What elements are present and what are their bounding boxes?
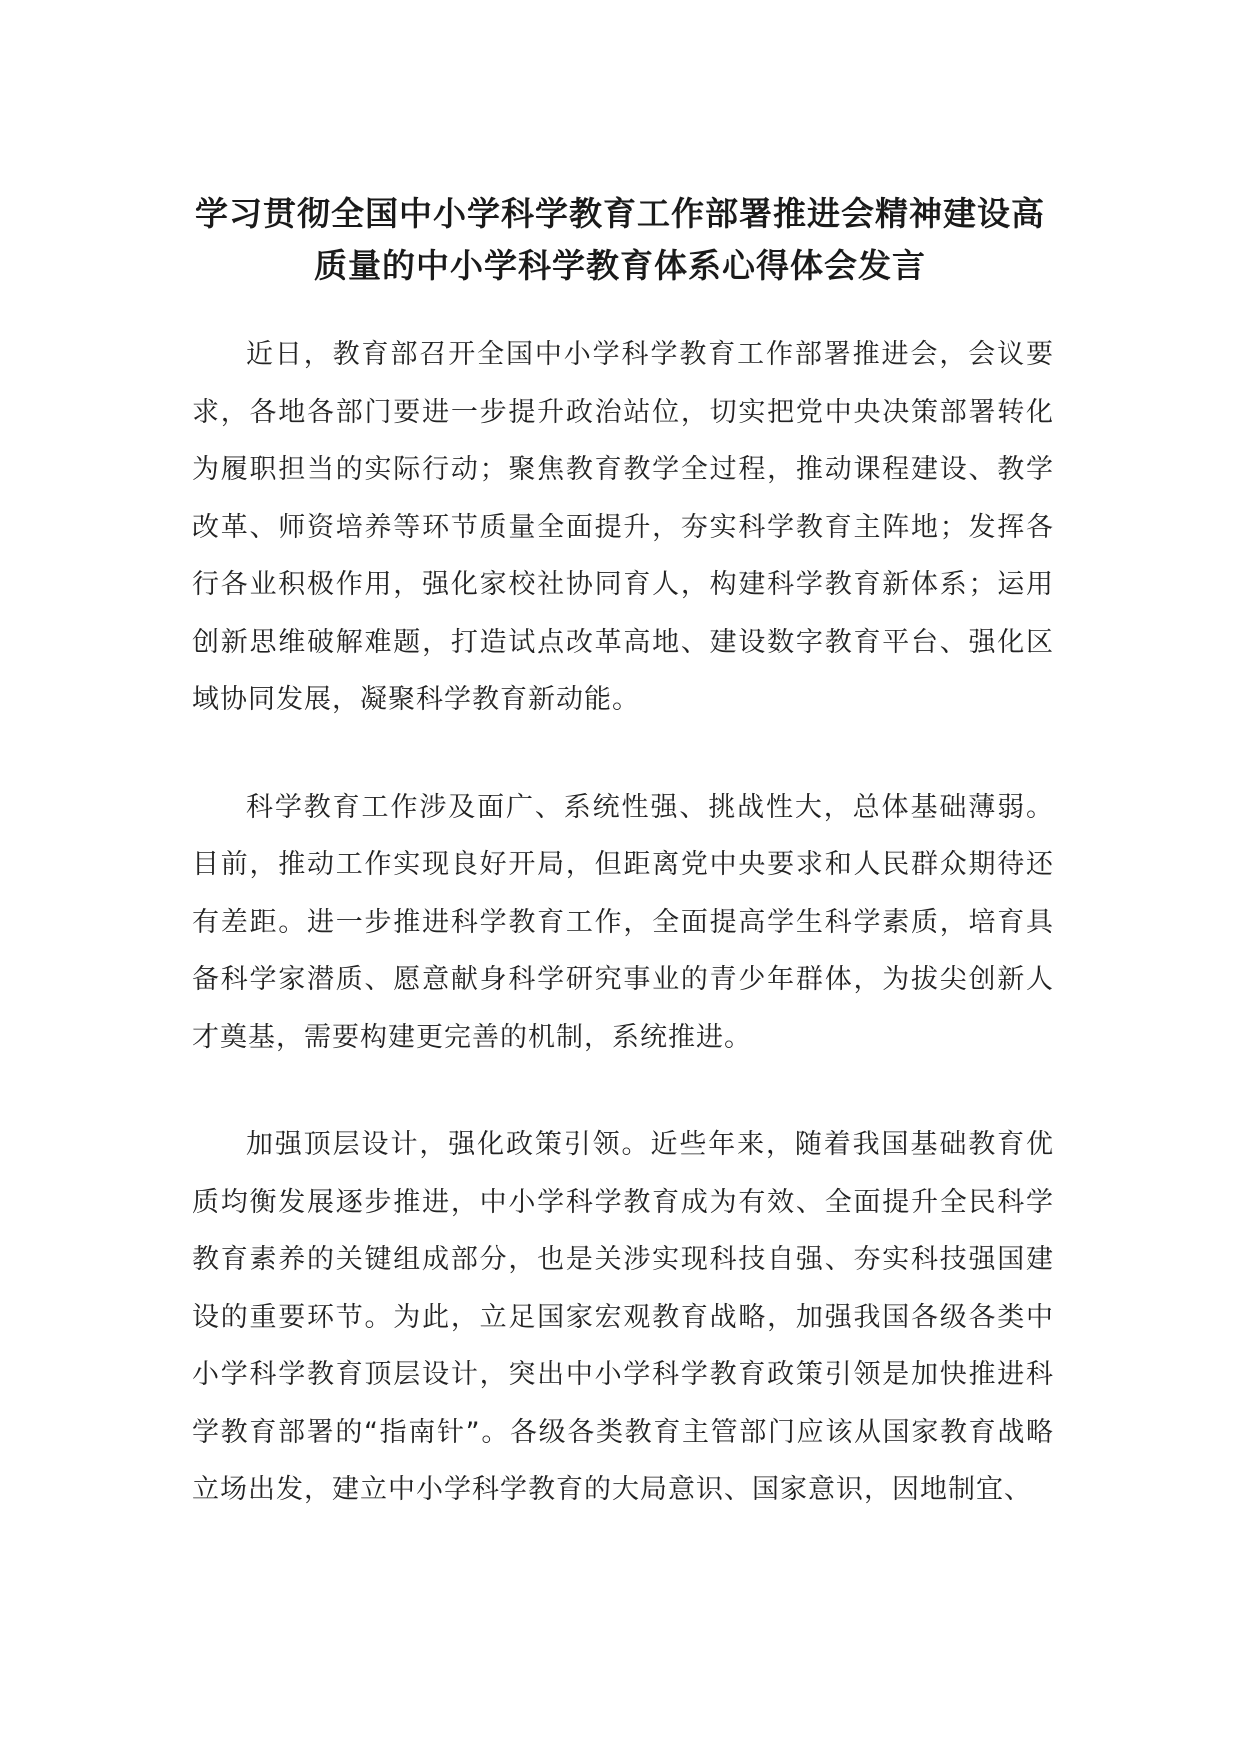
paragraph-3: 加强顶层设计，强化政策引领。近些年来，随着我国基础教育优质均衡发展逐步推进，中小学科学教育成为有效、全面提升全民科学教育素养的关键组成部分，也是关涉实现科技自强、夯实科技强国建设的重要环节。为此，立足国家宏观教育战略，加强我国各级各类中小学科学教育顶层设计，突出中小学科学教育政策引领是加快推进科学教育部署的“指南针”。各级各类教育主管部门应该从国家教育战略立场出发，建立中小学科学教育的大局意识、国家意识，因地制宜、 — [192, 1129, 1054, 1505]
title-line-1: 学习贯彻全国中小学科学教育工作部署推进会精神建设高 — [195, 194, 1045, 233]
title-line-2: 质量的中小学科学教育体系心得体会发言 — [314, 246, 926, 285]
paragraph-2: 科学教育工作涉及面广、系统性强、挑战性大，总体基础薄弱。目前，推动工作实现良好开局，但距离党中央要求和人民群众期待还有差距。进一步推进科学教育工作，全面提高学生科学素质，培育具备科学家潜质、愿意献身科学研究事业的青少年群体，为拔尖创新人才奠基，需要构建更完善的机制，系统推进。 — [192, 791, 1054, 1053]
document-title — [120, 188, 1120, 292]
paragraph-1: 近日，教育部召开全国中小学科学教育工作部署推进会，会议要求，各地各部门要进一步提升政治站位，切实把党中央决策部署转化为履职担当的实际行动；聚焦教育教学全过程，推动课程建设、教学改革、师资培养等环节质量全面提升，夯实科学教育主阵地；发挥各行各业积极作用，强化家校社协同育人，构建科学教育新体系；运用创新思维破解难题，打造试点改革高地、建设数字教育平台、强化区域协同发展，凝聚科学教育新动能。 — [192, 339, 1054, 715]
document-body — [192, 326, 1054, 1569]
